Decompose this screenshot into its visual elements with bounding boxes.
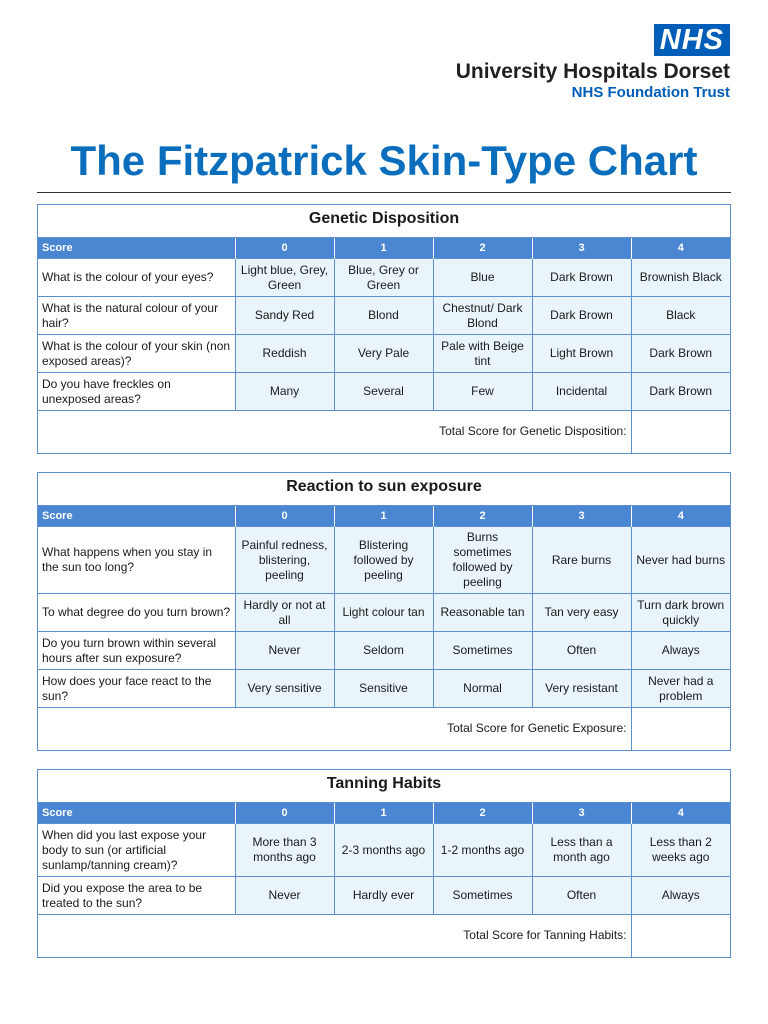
answer-cell[interactable]: Dark Brown bbox=[532, 259, 631, 297]
section-tanning-habits bbox=[37, 769, 731, 958]
answer-cell[interactable]: Light blue, Grey, Green bbox=[235, 259, 334, 297]
answer-cell[interactable]: Never had burns bbox=[631, 527, 730, 594]
answer-cell[interactable]: Blue bbox=[433, 259, 532, 297]
header-cell: 4 bbox=[631, 238, 730, 259]
answer-cell[interactable]: Few bbox=[433, 373, 532, 411]
answer-cell[interactable]: Often bbox=[532, 632, 631, 670]
table-row bbox=[38, 632, 730, 670]
score-table bbox=[38, 803, 730, 957]
header-cell: 2 bbox=[433, 238, 532, 259]
header-cell: 3 bbox=[532, 506, 631, 527]
answer-cell[interactable]: Less than a month ago bbox=[532, 824, 631, 877]
answer-cell[interactable]: Never bbox=[235, 632, 334, 670]
trust-logo bbox=[400, 24, 730, 102]
answer-cell[interactable]: Never bbox=[235, 877, 334, 915]
header-cell: Score bbox=[38, 803, 235, 824]
answer-cell[interactable]: Very resistant bbox=[532, 670, 631, 708]
answer-cell[interactable]: Rare burns bbox=[532, 527, 631, 594]
header-cell: 0 bbox=[235, 506, 334, 527]
answer-cell[interactable]: Incidental bbox=[532, 373, 631, 411]
answer-cell[interactable]: Sandy Red bbox=[235, 297, 334, 335]
table-row bbox=[38, 297, 730, 335]
answer-cell[interactable]: Always bbox=[631, 877, 730, 915]
section-title: Tanning Habits bbox=[38, 770, 730, 803]
header-cell: 1 bbox=[334, 238, 433, 259]
answer-cell[interactable]: Several bbox=[334, 373, 433, 411]
header-cell: 0 bbox=[235, 803, 334, 824]
table-row bbox=[38, 670, 730, 708]
answer-cell[interactable]: Blistering followed by peeling bbox=[334, 527, 433, 594]
answer-cell[interactable]: Often bbox=[532, 877, 631, 915]
answer-cell[interactable]: Sometimes bbox=[433, 877, 532, 915]
score-table bbox=[38, 506, 730, 750]
answer-cell[interactable]: Never had a problem bbox=[631, 670, 730, 708]
answer-cell[interactable]: Always bbox=[631, 632, 730, 670]
table-row bbox=[38, 824, 730, 877]
answer-cell[interactable]: Dark Brown bbox=[631, 373, 730, 411]
answer-cell[interactable]: Hardly ever bbox=[334, 877, 433, 915]
question-cell: When did you last expose your body to sun (or artificial sunlamp/tanning cream)? bbox=[38, 824, 235, 877]
question-cell: Do you have freckles on unexposed areas? bbox=[38, 373, 235, 411]
answer-cell[interactable]: Chestnut/ Dark Blond bbox=[433, 297, 532, 335]
answer-cell[interactable]: 1-2 months ago bbox=[433, 824, 532, 877]
total-row bbox=[38, 915, 730, 957]
question-cell: What happens when you stay in the sun too long? bbox=[38, 527, 235, 594]
answer-cell[interactable]: Brownish Black bbox=[631, 259, 730, 297]
answer-cell[interactable]: Black bbox=[631, 297, 730, 335]
table-row bbox=[38, 877, 730, 915]
question-cell: What is the colour of your skin (non exposed areas)? bbox=[38, 335, 235, 373]
total-row bbox=[38, 411, 730, 453]
answer-cell[interactable]: Turn dark brown quickly bbox=[631, 594, 730, 632]
answer-cell[interactable]: Tan very easy bbox=[532, 594, 631, 632]
header-cell: Score bbox=[38, 238, 235, 259]
header-row bbox=[38, 506, 730, 527]
answer-cell[interactable]: Many bbox=[235, 373, 334, 411]
question-cell: To what degree do you turn brown? bbox=[38, 594, 235, 632]
org-name: University Hospitals Dorset bbox=[455, 60, 730, 83]
total-label: Total Score for Genetic Disposition: bbox=[38, 411, 631, 453]
answer-cell[interactable]: Hardly or not at all bbox=[235, 594, 334, 632]
header-cell: 1 bbox=[334, 506, 433, 527]
table-row bbox=[38, 259, 730, 297]
question-cell: How does your face react to the sun? bbox=[38, 670, 235, 708]
answer-cell[interactable]: Dark Brown bbox=[532, 297, 631, 335]
answer-cell[interactable]: 2-3 months ago bbox=[334, 824, 433, 877]
total-score-field[interactable] bbox=[631, 915, 730, 957]
header-cell: 3 bbox=[532, 238, 631, 259]
answer-cell[interactable]: Reasonable tan bbox=[433, 594, 532, 632]
answer-cell[interactable]: Burns sometimes followed by peeling bbox=[433, 527, 532, 594]
question-cell: Do you turn brown within several hours after sun exposure? bbox=[38, 632, 235, 670]
total-row bbox=[38, 708, 730, 750]
table-row bbox=[38, 335, 730, 373]
section-genetic-disposition bbox=[37, 204, 731, 454]
title-divider bbox=[37, 192, 731, 193]
answer-cell[interactable]: Light Brown bbox=[532, 335, 631, 373]
header-row bbox=[38, 238, 730, 259]
header-row bbox=[38, 803, 730, 824]
page-title: The Fitzpatrick Skin-Type Chart bbox=[70, 137, 698, 184]
table-row bbox=[38, 373, 730, 411]
question-cell: What is the natural colour of your hair? bbox=[38, 297, 235, 335]
answer-cell[interactable]: Seldom bbox=[334, 632, 433, 670]
question-cell: What is the colour of your eyes? bbox=[38, 259, 235, 297]
answer-cell[interactable]: Pale with Beige tint bbox=[433, 335, 532, 373]
answer-cell[interactable]: More than 3 months ago bbox=[235, 824, 334, 877]
answer-cell[interactable]: Dark Brown bbox=[631, 335, 730, 373]
org-subtitle: NHS Foundation Trust bbox=[571, 84, 730, 101]
answer-cell[interactable]: Light colour tan bbox=[334, 594, 433, 632]
table-row bbox=[38, 594, 730, 632]
header-cell: Score bbox=[38, 506, 235, 527]
question-cell: Did you expose the area to be treated to the sun? bbox=[38, 877, 235, 915]
total-label: Total Score for Tanning Habits: bbox=[38, 915, 631, 957]
answer-cell[interactable]: Blue, Grey or Green bbox=[334, 259, 433, 297]
header-cell: 1 bbox=[334, 803, 433, 824]
answer-cell[interactable]: Sometimes bbox=[433, 632, 532, 670]
header-cell: 2 bbox=[433, 506, 532, 527]
header-cell: 2 bbox=[433, 803, 532, 824]
answer-cell[interactable]: Normal bbox=[433, 670, 532, 708]
score-table bbox=[38, 238, 730, 453]
answer-cell[interactable]: Sensitive bbox=[334, 670, 433, 708]
header-cell: 4 bbox=[631, 803, 730, 824]
total-score-field[interactable] bbox=[631, 708, 730, 750]
header-cell: 4 bbox=[631, 506, 730, 527]
section-reaction-to-sun bbox=[37, 472, 731, 751]
answer-cell[interactable]: Less than 2 weeks ago bbox=[631, 824, 730, 877]
answer-cell[interactable]: Very Pale bbox=[334, 335, 433, 373]
total-score-field[interactable] bbox=[631, 411, 730, 453]
table-row bbox=[38, 527, 730, 594]
header-cell: 0 bbox=[235, 238, 334, 259]
nhs-badge: NHS bbox=[654, 24, 730, 56]
section-title: Reaction to sun exposure bbox=[38, 473, 730, 506]
answer-cell[interactable]: Blond bbox=[334, 297, 433, 335]
answer-cell[interactable]: Painful redness, blistering, peeling bbox=[235, 527, 334, 594]
header-cell: 3 bbox=[532, 803, 631, 824]
answer-cell[interactable]: Reddish bbox=[235, 335, 334, 373]
total-label: Total Score for Genetic Exposure: bbox=[38, 708, 631, 750]
section-title: Genetic Disposition bbox=[38, 205, 730, 238]
answer-cell[interactable]: Very sensitive bbox=[235, 670, 334, 708]
